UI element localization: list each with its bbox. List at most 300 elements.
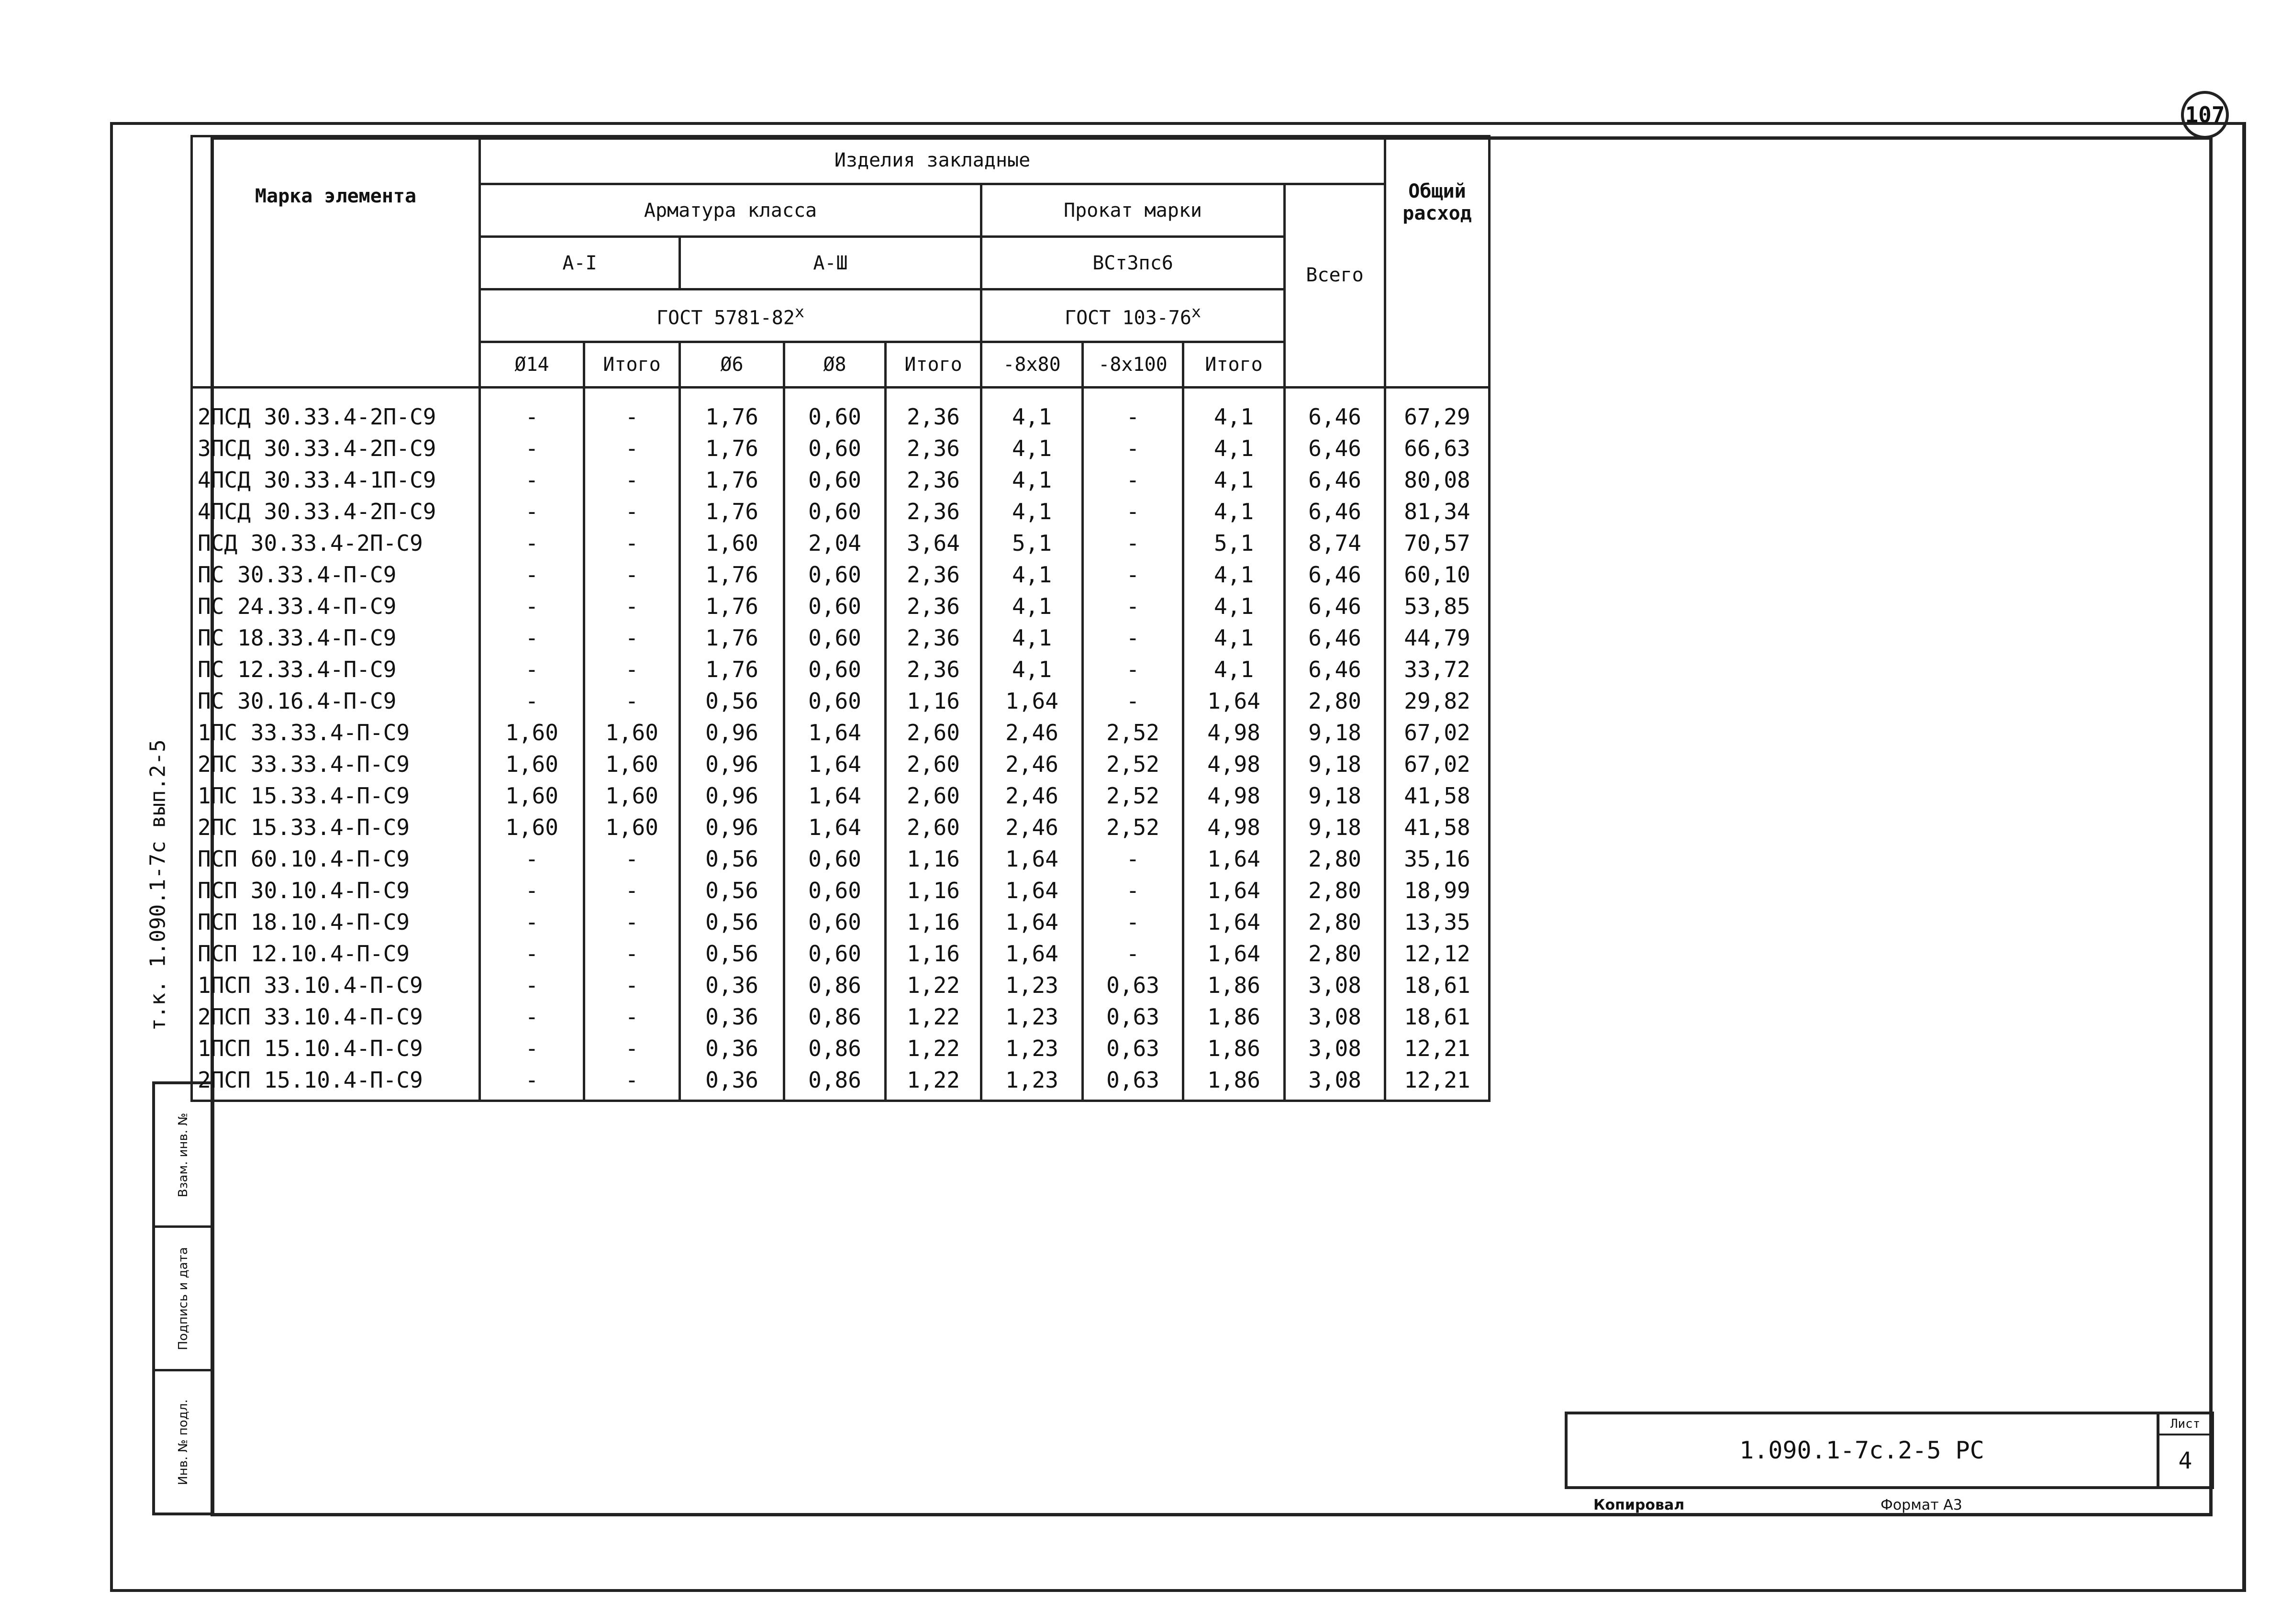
row-value: 3,08 [1285, 1001, 1385, 1033]
row-value: 0,60 [784, 388, 886, 433]
row-value: - [1083, 559, 1183, 590]
row-mark: ПС 30.16.4-П-С9 [192, 685, 480, 717]
row-value: - [584, 388, 680, 433]
row-value: 2,04 [784, 527, 886, 559]
row-value: - [584, 685, 680, 717]
strip-cell-inv-replace [155, 1084, 211, 1228]
row-value: - [584, 843, 680, 875]
row-value: - [1083, 622, 1183, 654]
row-value: 0,60 [784, 590, 886, 622]
row-value: 9,18 [1285, 780, 1385, 812]
table-row [192, 969, 1490, 1001]
row-mark: 1ПСП 33.10.4-П-С9 [192, 969, 480, 1001]
row-value: - [480, 1033, 584, 1064]
row-value: 4,1 [1183, 464, 1285, 496]
row-value: 4,1 [1183, 590, 1285, 622]
row-value: - [1083, 843, 1183, 875]
row-value: 66,63 [1385, 433, 1490, 464]
strip-label-inv-replace: Взам. инв. № [176, 1112, 190, 1197]
row-value: 0,86 [784, 1064, 886, 1101]
row-value: 0,56 [680, 685, 784, 717]
side-reference: т.к. 1.090.1-7с вып.2-5 [145, 739, 170, 1031]
row-value: - [480, 433, 584, 464]
gost-rolled-text: ГОСТ 103-76 [1065, 307, 1191, 329]
header-steel: ВСт3пс6 [981, 237, 1285, 289]
row-value: 4,1 [981, 464, 1083, 496]
sheet-number: 4 [2178, 1447, 2192, 1474]
row-value: - [584, 527, 680, 559]
row-mark: 2ПС 33.33.4-П-С9 [192, 748, 480, 780]
row-value: 4,1 [1183, 622, 1285, 654]
row-value: - [480, 843, 584, 875]
strip-label-inv-orig: Инв. № подл. [176, 1399, 190, 1485]
row-mark: ПС 24.33.4-П-С9 [192, 590, 480, 622]
row-value: 4,1 [981, 433, 1083, 464]
header-rolled: Прокат марки [981, 184, 1285, 237]
row-value: - [480, 622, 584, 654]
row-value: - [584, 622, 680, 654]
row-value: - [480, 464, 584, 496]
row-value: - [584, 590, 680, 622]
row-value: 2,60 [886, 717, 981, 748]
row-value: 2,52 [1083, 717, 1183, 748]
row-value: 0,56 [680, 843, 784, 875]
header-gost-rolled [981, 289, 1285, 342]
row-value: 2,36 [886, 622, 981, 654]
row-value: 41,58 [1385, 780, 1490, 812]
row-value: 1,60 [584, 780, 680, 812]
row-mark: 2ПСД 30.33.4-2П-С9 [192, 388, 480, 433]
table-row [192, 388, 1490, 433]
row-value: 4,1 [981, 496, 1083, 527]
row-value: 1,64 [981, 843, 1083, 875]
row-value: 1,60 [680, 527, 784, 559]
table-row [192, 685, 1490, 717]
row-value: 1,23 [981, 969, 1083, 1001]
row-value: 1,86 [1183, 1033, 1285, 1064]
row-value: 2,80 [1285, 843, 1385, 875]
row-value: - [1083, 906, 1183, 938]
row-value: 0,60 [784, 433, 886, 464]
row-value: - [480, 1001, 584, 1033]
row-value: 0,60 [784, 938, 886, 969]
row-value: 0,86 [784, 1001, 886, 1033]
row-value: 67,02 [1385, 748, 1490, 780]
strip-cell-inv-orig [155, 1371, 211, 1513]
row-value: 1,64 [1183, 906, 1285, 938]
row-value: 0,63 [1083, 1001, 1183, 1033]
row-value: 4,1 [1183, 496, 1285, 527]
approval-strip [152, 1081, 214, 1515]
table-row [192, 906, 1490, 938]
row-value: 0,96 [680, 812, 784, 843]
row-value: 1,86 [1183, 969, 1285, 1001]
row-mark: ПСП 18.10.4-П-С9 [192, 906, 480, 938]
row-value: - [584, 938, 680, 969]
row-value: - [1083, 388, 1183, 433]
row-value: - [1083, 875, 1183, 906]
row-mark: ПС 12.33.4-П-С9 [192, 654, 480, 685]
row-value: 2,80 [1285, 906, 1385, 938]
row-value: 1,64 [784, 717, 886, 748]
header-mark: Марка элемента [192, 136, 480, 388]
row-value: 0,60 [784, 559, 886, 590]
table-row [192, 875, 1490, 906]
copied-by-label: Копировал [1593, 1497, 1685, 1513]
row-value: 6,46 [1285, 433, 1385, 464]
row-value: - [480, 388, 584, 433]
row-value: 6,46 [1285, 654, 1385, 685]
header-consumption: Общий расход [1385, 136, 1490, 388]
table-row [192, 1001, 1490, 1033]
row-value: 1,64 [1183, 843, 1285, 875]
row-value: 44,79 [1385, 622, 1490, 654]
column-header: Ø6 [680, 342, 784, 388]
row-value: 1,16 [886, 843, 981, 875]
row-value: - [1083, 433, 1183, 464]
header-rebar: Арматура класса [480, 184, 981, 237]
row-value: 0,60 [784, 843, 886, 875]
table-row [192, 748, 1490, 780]
row-value: 0,60 [784, 496, 886, 527]
table-row [192, 527, 1490, 559]
row-value: 6,46 [1285, 559, 1385, 590]
row-value: - [584, 654, 680, 685]
row-mark: 2ПС 15.33.4-П-С9 [192, 812, 480, 843]
row-value: 1,60 [480, 748, 584, 780]
row-value: 4,98 [1183, 748, 1285, 780]
row-value: 1,76 [680, 464, 784, 496]
row-value: - [584, 433, 680, 464]
table-row [192, 433, 1490, 464]
row-value: - [480, 969, 584, 1001]
row-value: 1,76 [680, 433, 784, 464]
row-value: 6,46 [1285, 496, 1385, 527]
row-value: 12,21 [1385, 1064, 1490, 1101]
row-value: - [1083, 685, 1183, 717]
row-value: - [480, 590, 584, 622]
row-value: - [480, 685, 584, 717]
row-value: 4,98 [1183, 812, 1285, 843]
row-value: 5,1 [981, 527, 1083, 559]
table-row [192, 843, 1490, 875]
row-value: 0,96 [680, 780, 784, 812]
row-value: 4,1 [981, 388, 1083, 433]
row-value: 6,46 [1285, 622, 1385, 654]
row-mark: 4ПСД 30.33.4-2П-С9 [192, 496, 480, 527]
strip-label-signature: Подпись и дата [176, 1246, 190, 1350]
row-value: 2,46 [981, 780, 1083, 812]
row-value: 53,85 [1385, 590, 1490, 622]
header-a1: А-I [480, 237, 680, 289]
row-value: 18,99 [1385, 875, 1490, 906]
row-mark: 3ПСД 30.33.4-2П-С9 [192, 433, 480, 464]
row-value: 2,80 [1285, 875, 1385, 906]
column-header: Итого [886, 342, 981, 388]
row-value: - [584, 906, 680, 938]
row-value: 1,23 [981, 1064, 1083, 1101]
row-value: 0,56 [680, 906, 784, 938]
header-total: Всего [1285, 184, 1385, 388]
row-value: 1,16 [886, 685, 981, 717]
row-value: 2,46 [981, 812, 1083, 843]
row-value: - [480, 1064, 584, 1101]
row-value: 2,52 [1083, 812, 1183, 843]
row-value: 9,18 [1285, 717, 1385, 748]
row-value: 1,64 [981, 938, 1083, 969]
row-value: 70,57 [1385, 527, 1490, 559]
row-value: 12,12 [1385, 938, 1490, 969]
row-value: 2,60 [886, 748, 981, 780]
row-value: 1,64 [1183, 938, 1285, 969]
row-value: - [480, 654, 584, 685]
row-value: 2,80 [1285, 938, 1385, 969]
row-value: - [480, 875, 584, 906]
row-value: 1,64 [784, 780, 886, 812]
gost-rebar-text: ГОСТ 5781-82 [656, 307, 795, 329]
row-value: 0,60 [784, 875, 886, 906]
row-value: 0,56 [680, 875, 784, 906]
column-header: Ø8 [784, 342, 886, 388]
row-value: 2,46 [981, 717, 1083, 748]
column-header: -8х80 [981, 342, 1083, 388]
row-value: 3,08 [1285, 1033, 1385, 1064]
drawing-code: 1.090.1-7с.2-5 РС [1739, 1436, 1984, 1464]
row-value: - [1083, 527, 1183, 559]
row-mark: 4ПСД 30.33.4-1П-С9 [192, 464, 480, 496]
row-value: - [1083, 654, 1183, 685]
row-value: 0,36 [680, 1033, 784, 1064]
row-value: 4,1 [1183, 559, 1285, 590]
row-mark: 1ПСП 15.10.4-П-С9 [192, 1033, 480, 1064]
row-value: 0,63 [1083, 1033, 1183, 1064]
row-value: 4,1 [1183, 654, 1285, 685]
row-value: 2,52 [1083, 780, 1183, 812]
row-value: 1,16 [886, 906, 981, 938]
header-a3: А-Ш [680, 237, 981, 289]
row-value: 0,86 [784, 1033, 886, 1064]
row-value: 3,08 [1285, 1064, 1385, 1101]
row-value: - [1083, 590, 1183, 622]
row-value: 1,64 [981, 685, 1083, 717]
row-value: 4,98 [1183, 717, 1285, 748]
row-value: - [480, 559, 584, 590]
row-value: - [584, 875, 680, 906]
table-row [192, 780, 1490, 812]
row-value: - [480, 938, 584, 969]
gost-rebar-sup: х [794, 302, 805, 321]
row-value: 41,58 [1385, 812, 1490, 843]
row-value: - [480, 496, 584, 527]
row-value: 2,46 [981, 748, 1083, 780]
row-value: 12,21 [1385, 1033, 1490, 1064]
row-value: 1,23 [981, 1033, 1083, 1064]
row-value: 1,60 [584, 812, 680, 843]
column-header: -8х100 [1083, 342, 1183, 388]
table-row [192, 938, 1490, 969]
row-value: 1,86 [1183, 1064, 1285, 1101]
row-value: 29,82 [1385, 685, 1490, 717]
row-value: 1,60 [480, 717, 584, 748]
row-value: 6,46 [1285, 388, 1385, 433]
row-value: 4,1 [981, 622, 1083, 654]
row-mark: 2ПСП 15.10.4-П-С9 [192, 1064, 480, 1101]
row-value: - [584, 464, 680, 496]
row-value: 1,64 [981, 875, 1083, 906]
row-value: 1,76 [680, 496, 784, 527]
row-value: 8,74 [1285, 527, 1385, 559]
column-header: Ø14 [480, 342, 584, 388]
row-value: 2,60 [886, 780, 981, 812]
row-value: 1,16 [886, 875, 981, 906]
table-row [192, 590, 1490, 622]
row-value: - [584, 1001, 680, 1033]
row-mark: ПСП 30.10.4-П-С9 [192, 875, 480, 906]
row-value: 0,60 [784, 685, 886, 717]
strip-cell-signature [155, 1228, 211, 1371]
row-value: - [584, 969, 680, 1001]
title-block [1565, 1412, 2214, 1489]
row-value: 1,60 [480, 812, 584, 843]
table-row [192, 654, 1490, 685]
format-label: Формат А3 [1880, 1497, 1962, 1513]
row-value: 1,76 [680, 622, 784, 654]
row-value: 0,56 [680, 938, 784, 969]
row-value: 60,10 [1385, 559, 1490, 590]
row-value: - [480, 906, 584, 938]
table-body [192, 388, 1490, 1101]
row-value: 6,46 [1285, 590, 1385, 622]
row-value: 1,16 [886, 938, 981, 969]
row-value: 1,64 [1183, 685, 1285, 717]
row-value: 33,72 [1385, 654, 1490, 685]
row-value: 0,86 [784, 969, 886, 1001]
row-value: 1,76 [680, 590, 784, 622]
row-value: - [480, 527, 584, 559]
row-value: - [584, 496, 680, 527]
row-value: 2,36 [886, 654, 981, 685]
header-embedded: Изделия закладные [480, 136, 1385, 184]
row-value: 9,18 [1285, 748, 1385, 780]
row-mark: ПС 30.33.4-П-С9 [192, 559, 480, 590]
row-mark: ПСП 12.10.4-П-С9 [192, 938, 480, 969]
row-mark: 2ПСП 33.10.4-П-С9 [192, 1001, 480, 1033]
row-value: 2,36 [886, 496, 981, 527]
row-value: 0,60 [784, 654, 886, 685]
row-value: 0,36 [680, 1001, 784, 1033]
row-value: - [1083, 464, 1183, 496]
row-value: 4,98 [1183, 780, 1285, 812]
row-value: 0,60 [784, 906, 886, 938]
row-value: - [584, 559, 680, 590]
row-value: 1,60 [480, 780, 584, 812]
gost-rolled-sup: х [1191, 302, 1201, 321]
row-value: 0,63 [1083, 1064, 1183, 1101]
row-value: 3,64 [886, 527, 981, 559]
row-value: 0,36 [680, 1064, 784, 1101]
row-mark: 1ПС 33.33.4-П-С9 [192, 717, 480, 748]
row-value: 4,1 [981, 590, 1083, 622]
row-mark: ПСП 60.10.4-П-С9 [192, 843, 480, 875]
row-value: 1,76 [680, 388, 784, 433]
row-value: 2,36 [886, 388, 981, 433]
row-mark: 1ПС 15.33.4-П-С9 [192, 780, 480, 812]
row-value: 1,22 [886, 969, 981, 1001]
row-value: 9,18 [1285, 812, 1385, 843]
sheet-label: Лист [2159, 1414, 2211, 1435]
row-value: 81,34 [1385, 496, 1490, 527]
row-value: 5,1 [1183, 527, 1285, 559]
row-value: - [1083, 496, 1183, 527]
row-value: 18,61 [1385, 969, 1490, 1001]
row-value: 1,76 [680, 654, 784, 685]
table-row [192, 496, 1490, 527]
header-gost-rebar [480, 289, 981, 342]
sheet-cell [2157, 1414, 2211, 1486]
row-value: 18,61 [1385, 1001, 1490, 1033]
row-value: 0,96 [680, 717, 784, 748]
row-value: 2,36 [886, 559, 981, 590]
row-value: 35,16 [1385, 843, 1490, 875]
row-value: 0,96 [680, 748, 784, 780]
row-value: 3,08 [1285, 969, 1385, 1001]
row-value: 1,22 [886, 1001, 981, 1033]
table-row [192, 1064, 1490, 1101]
sheet-page-circle: 107 [2181, 91, 2229, 139]
embedded-items-table [190, 135, 1491, 1102]
row-value: 1,64 [981, 906, 1083, 938]
row-mark: ПСД 30.33.4-2П-С9 [192, 527, 480, 559]
row-value: 2,36 [886, 464, 981, 496]
row-value: 1,64 [784, 812, 886, 843]
table-row [192, 812, 1490, 843]
row-value: 1,64 [784, 748, 886, 780]
row-value: 80,08 [1385, 464, 1490, 496]
row-value: 4,1 [1183, 388, 1285, 433]
row-value: 2,36 [886, 433, 981, 464]
table-row [192, 464, 1490, 496]
row-value: 4,1 [981, 559, 1083, 590]
row-value: 4,1 [1183, 433, 1285, 464]
row-value: 4,1 [981, 654, 1083, 685]
row-value: 1,23 [981, 1001, 1083, 1033]
row-value: - [1083, 938, 1183, 969]
row-value: 1,22 [886, 1033, 981, 1064]
row-value: - [584, 1064, 680, 1101]
row-value: 67,02 [1385, 717, 1490, 748]
row-value: 2,60 [886, 812, 981, 843]
table-row [192, 1033, 1490, 1064]
row-value: 0,36 [680, 969, 784, 1001]
row-value: 2,80 [1285, 685, 1385, 717]
row-value: 6,46 [1285, 464, 1385, 496]
column-header: Итого [1183, 342, 1285, 388]
row-value: - [584, 1033, 680, 1064]
row-value: 67,29 [1385, 388, 1490, 433]
row-value: 1,22 [886, 1064, 981, 1101]
row-value: 1,60 [584, 748, 680, 780]
row-value: 2,52 [1083, 748, 1183, 780]
row-value: 0,60 [784, 622, 886, 654]
row-value: 1,76 [680, 559, 784, 590]
row-value: 1,60 [584, 717, 680, 748]
table-row [192, 717, 1490, 748]
row-value: 13,35 [1385, 906, 1490, 938]
table-row [192, 559, 1490, 590]
row-value: 1,86 [1183, 1001, 1285, 1033]
row-value: 0,60 [784, 464, 886, 496]
row-mark: ПС 18.33.4-П-С9 [192, 622, 480, 654]
